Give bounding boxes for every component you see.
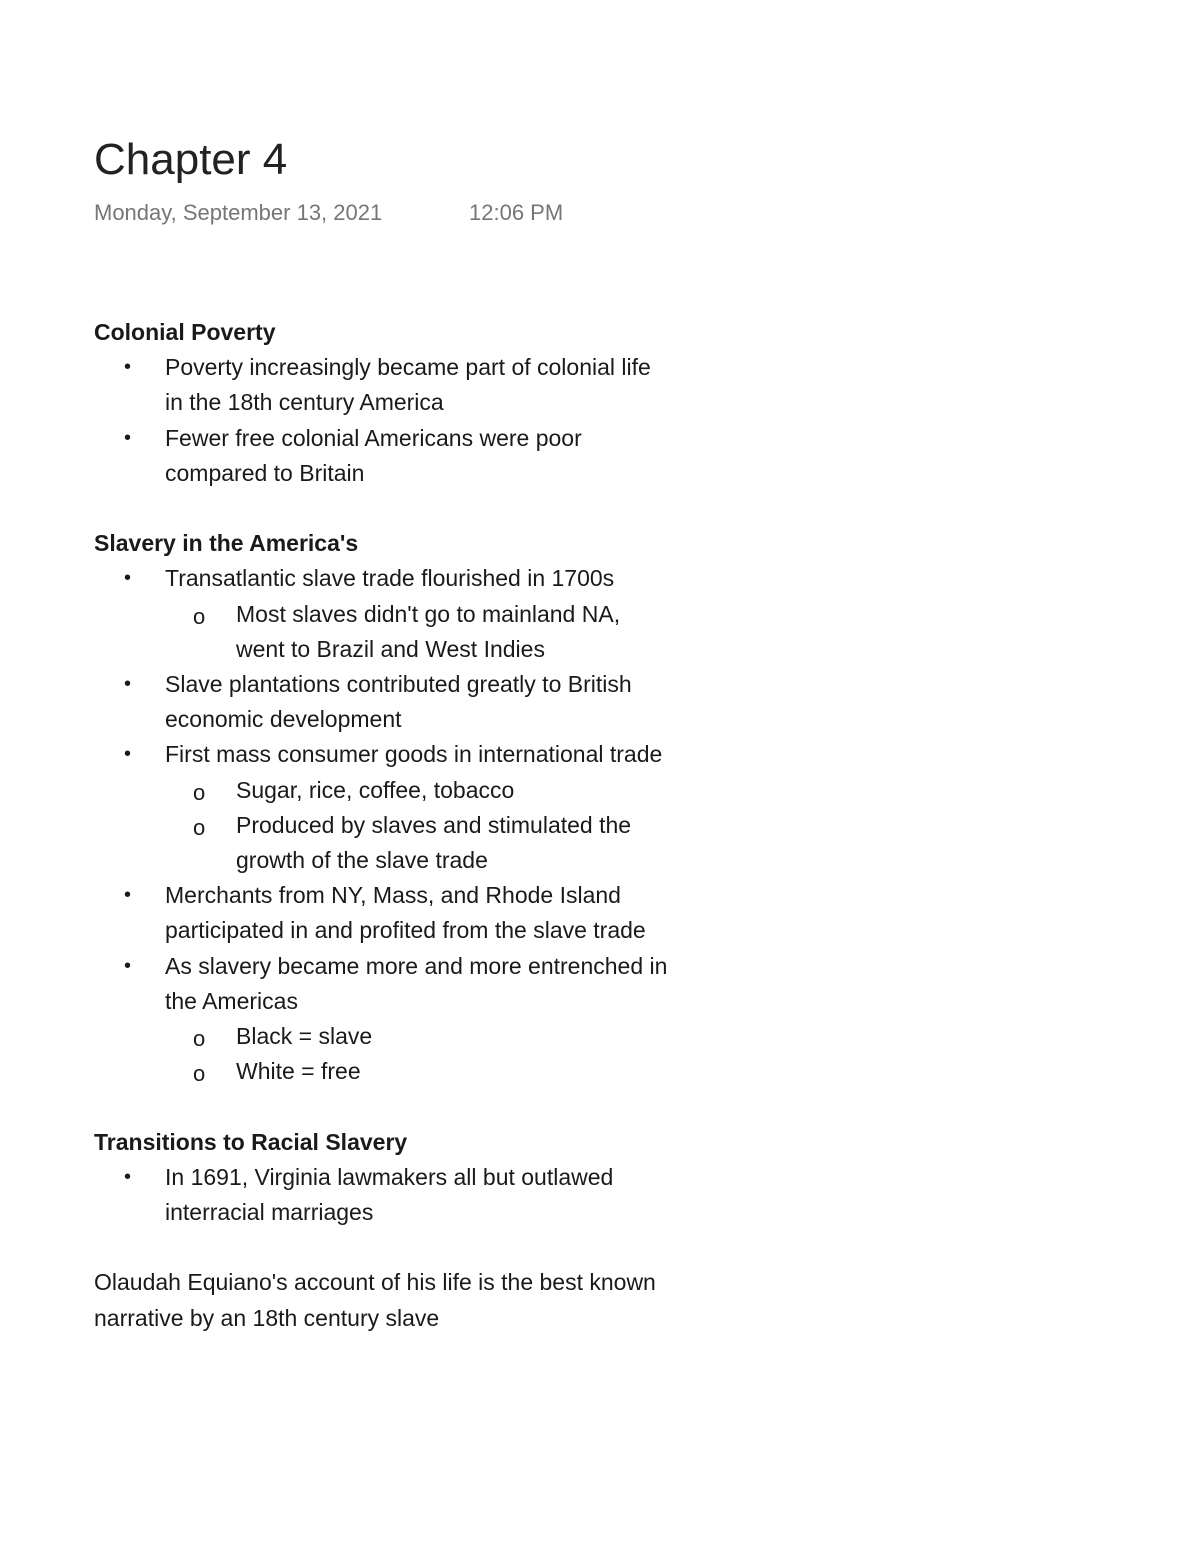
list-item bbox=[94, 421, 674, 491]
list-item-text: First mass consumer goods in international trade bbox=[165, 741, 663, 768]
page-time: 12:06 PM bbox=[469, 200, 564, 225]
bullet-marker: • bbox=[124, 1165, 132, 1188]
sub-bullet-marker: o bbox=[193, 814, 206, 840]
sub-list-item-text: Sugar, rice, coffee, tobacco bbox=[236, 776, 515, 803]
page-title: Chapter 4 bbox=[94, 135, 288, 184]
bullet-marker: • bbox=[124, 743, 132, 766]
blank-line bbox=[94, 491, 674, 526]
bullet-marker: • bbox=[124, 884, 132, 907]
sub-bullet-list bbox=[165, 597, 674, 667]
sub-list-item-text: Produced by slaves and stimulated the growth of the slave trade bbox=[236, 811, 632, 874]
sub-list-item bbox=[165, 1019, 674, 1054]
sub-bullet-marker: o bbox=[193, 779, 206, 805]
bullet-marker: • bbox=[124, 356, 132, 379]
bullet-marker: • bbox=[124, 673, 132, 696]
list-item bbox=[94, 1160, 674, 1230]
section-transitions-to-racial-slavery bbox=[94, 1125, 674, 1231]
closing-paragraph: Olaudah Equiano's account of his life is the best known narrative by an 18th century slave bbox=[94, 1269, 656, 1331]
blank-line bbox=[94, 1230, 674, 1265]
section-colonial-poverty bbox=[94, 315, 674, 491]
list-item-text: As slavery became more and more entrenched in the Americas bbox=[165, 952, 668, 1014]
sub-bullet-marker: o bbox=[193, 1026, 206, 1052]
list-item bbox=[94, 878, 674, 948]
sub-list-item-text: Black = slave bbox=[236, 1023, 373, 1050]
note-body[interactable] bbox=[94, 315, 674, 1336]
list-item bbox=[94, 350, 674, 420]
bullet-marker: • bbox=[124, 567, 132, 590]
sub-list-item bbox=[165, 1054, 674, 1089]
sub-list-item-text: White = free bbox=[236, 1058, 361, 1085]
sub-list-item bbox=[165, 808, 674, 878]
list-item-text: Merchants from NY, Mass, and Rhode Island participated in and profited from the slave trade bbox=[165, 882, 646, 944]
section-slavery-in-the-americas bbox=[94, 526, 674, 1089]
blank-line bbox=[94, 1089, 674, 1124]
bullet-marker: • bbox=[124, 954, 132, 977]
bullet-list bbox=[94, 1160, 674, 1230]
bullet-marker: • bbox=[124, 426, 132, 449]
list-item bbox=[94, 561, 674, 667]
list-item-text: Slave plantations contributed greatly to British economic development bbox=[165, 671, 632, 733]
page-timestamp bbox=[94, 198, 564, 228]
sub-list-item-text: Most slaves didn't go to mainland NA, went to Brazil and West Indies bbox=[236, 600, 621, 662]
list-item-text: Transatlantic slave trade flourished in 1700s bbox=[165, 565, 615, 592]
sub-list-item bbox=[165, 773, 674, 808]
sub-bullet-marker: o bbox=[193, 1061, 206, 1087]
sub-list-item bbox=[165, 597, 674, 667]
list-item-text: In 1691, Virginia lawmakers all but outlawed interracial marriages bbox=[165, 1163, 614, 1226]
bullet-list bbox=[94, 561, 674, 1089]
list-item-text: Poverty increasingly became part of colonial life in the 18th century America bbox=[165, 354, 651, 416]
list-item bbox=[94, 737, 674, 878]
list-item bbox=[94, 949, 674, 1090]
bullet-list bbox=[94, 350, 674, 491]
page-date: Monday, September 13, 2021 bbox=[94, 200, 383, 225]
list-item bbox=[94, 667, 674, 737]
section-heading: Transitions to Racial Slavery bbox=[94, 1128, 408, 1155]
sub-bullet-marker: o bbox=[193, 603, 206, 629]
sub-bullet-list bbox=[165, 1019, 674, 1089]
list-item-text: Fewer free colonial Americans were poor compared to Britain bbox=[165, 424, 582, 486]
section-heading: Slavery in the America's bbox=[94, 530, 359, 557]
sub-bullet-list bbox=[165, 773, 674, 879]
section-heading: Colonial Poverty bbox=[94, 319, 276, 345]
